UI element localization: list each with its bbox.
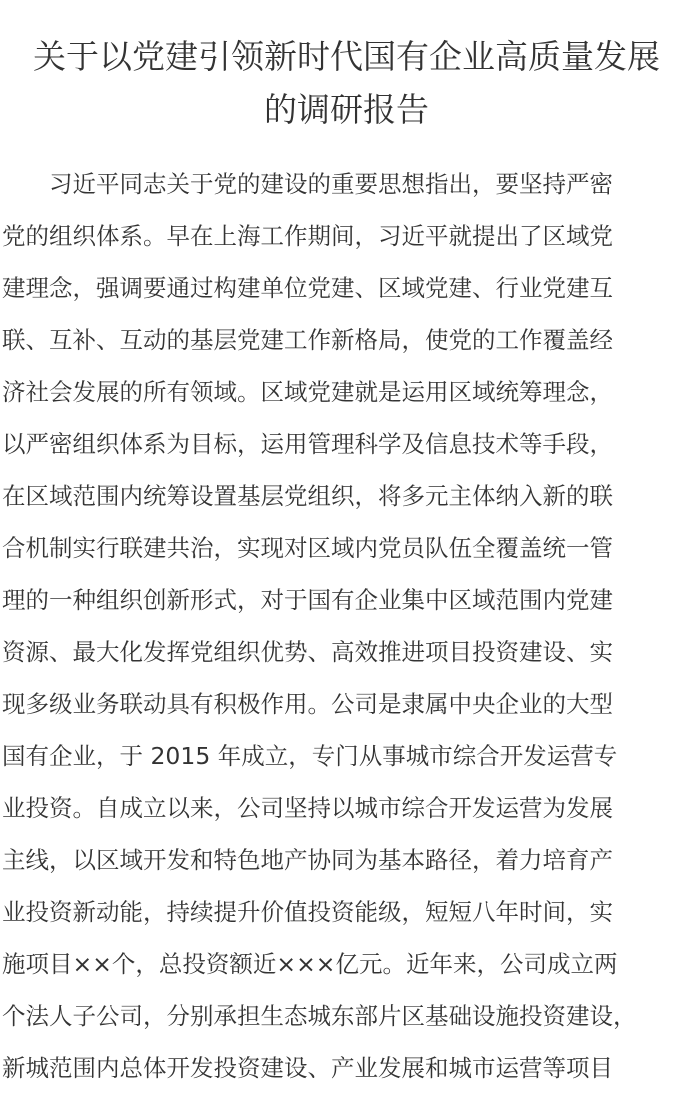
article-title-line-1: 关于以党建引领新时代国有企业高质量发展	[33, 37, 660, 76]
body-line: 主线，以区域开发和特色地产协同为基本路径，着力培育产	[2, 846, 613, 874]
article-title	[0, 0, 693, 136]
body-line: 党的组织体系。早在上海工作期间，习近平就提出了区域党	[2, 222, 613, 250]
body-line: 业投资。自成立以来，公司坚持以城市综合开发运营为发展	[2, 794, 613, 822]
body-line: 国有企业，于 2015 年成立，专门从事城市综合开发运营专	[2, 742, 618, 770]
body-line: 施项目××个，总投资额近×××亿元。近年来，公司成立两	[2, 950, 618, 978]
body-line: 建理念，强调要通过构建单位党建、区域党建、行业党建互	[2, 274, 613, 302]
body-line: 联、互补、互动的基层党建工作新格局，使党的工作覆盖经	[2, 326, 613, 354]
body-line: 济社会发展的所有领域。区域党建就是运用区域统筹理念，	[2, 378, 613, 406]
body-line: 以严密组织体系为目标，运用管理科学及信息技术等手段，	[2, 430, 613, 458]
article-body	[0, 158, 693, 1094]
body-line: 现多级业务联动具有积极作用。公司是隶属中央企业的大型	[2, 690, 613, 718]
body-line: 理的一种组织创新形式，对于国有企业集中区域范围内党建	[2, 586, 613, 614]
body-line: 在区域范围内统筹设置基层党组织，将多元主体纳入新的联	[2, 482, 613, 510]
body-line: 合机制实行联建共治，实现对区域内党员队伍全覆盖统一管	[2, 534, 613, 562]
body-line: 资源、最大化发挥党组织优势、高效推进项目投资建设、实	[2, 638, 613, 666]
body-line: 业投资新动能，持续提升价值投资能级，短短八年时间，实	[2, 898, 613, 926]
body-line: 个法人子公司，分别承担生态城东部片区基础设施投资建设，	[2, 1002, 637, 1030]
body-line: 习近平同志关于党的建设的重要思想指出，要坚持严密	[49, 170, 613, 198]
body-line: 新城范围内总体开发投资建设、产业发展和城市运营等项目	[2, 1054, 613, 1082]
article-title-line-2: 的调研报告	[264, 90, 429, 129]
